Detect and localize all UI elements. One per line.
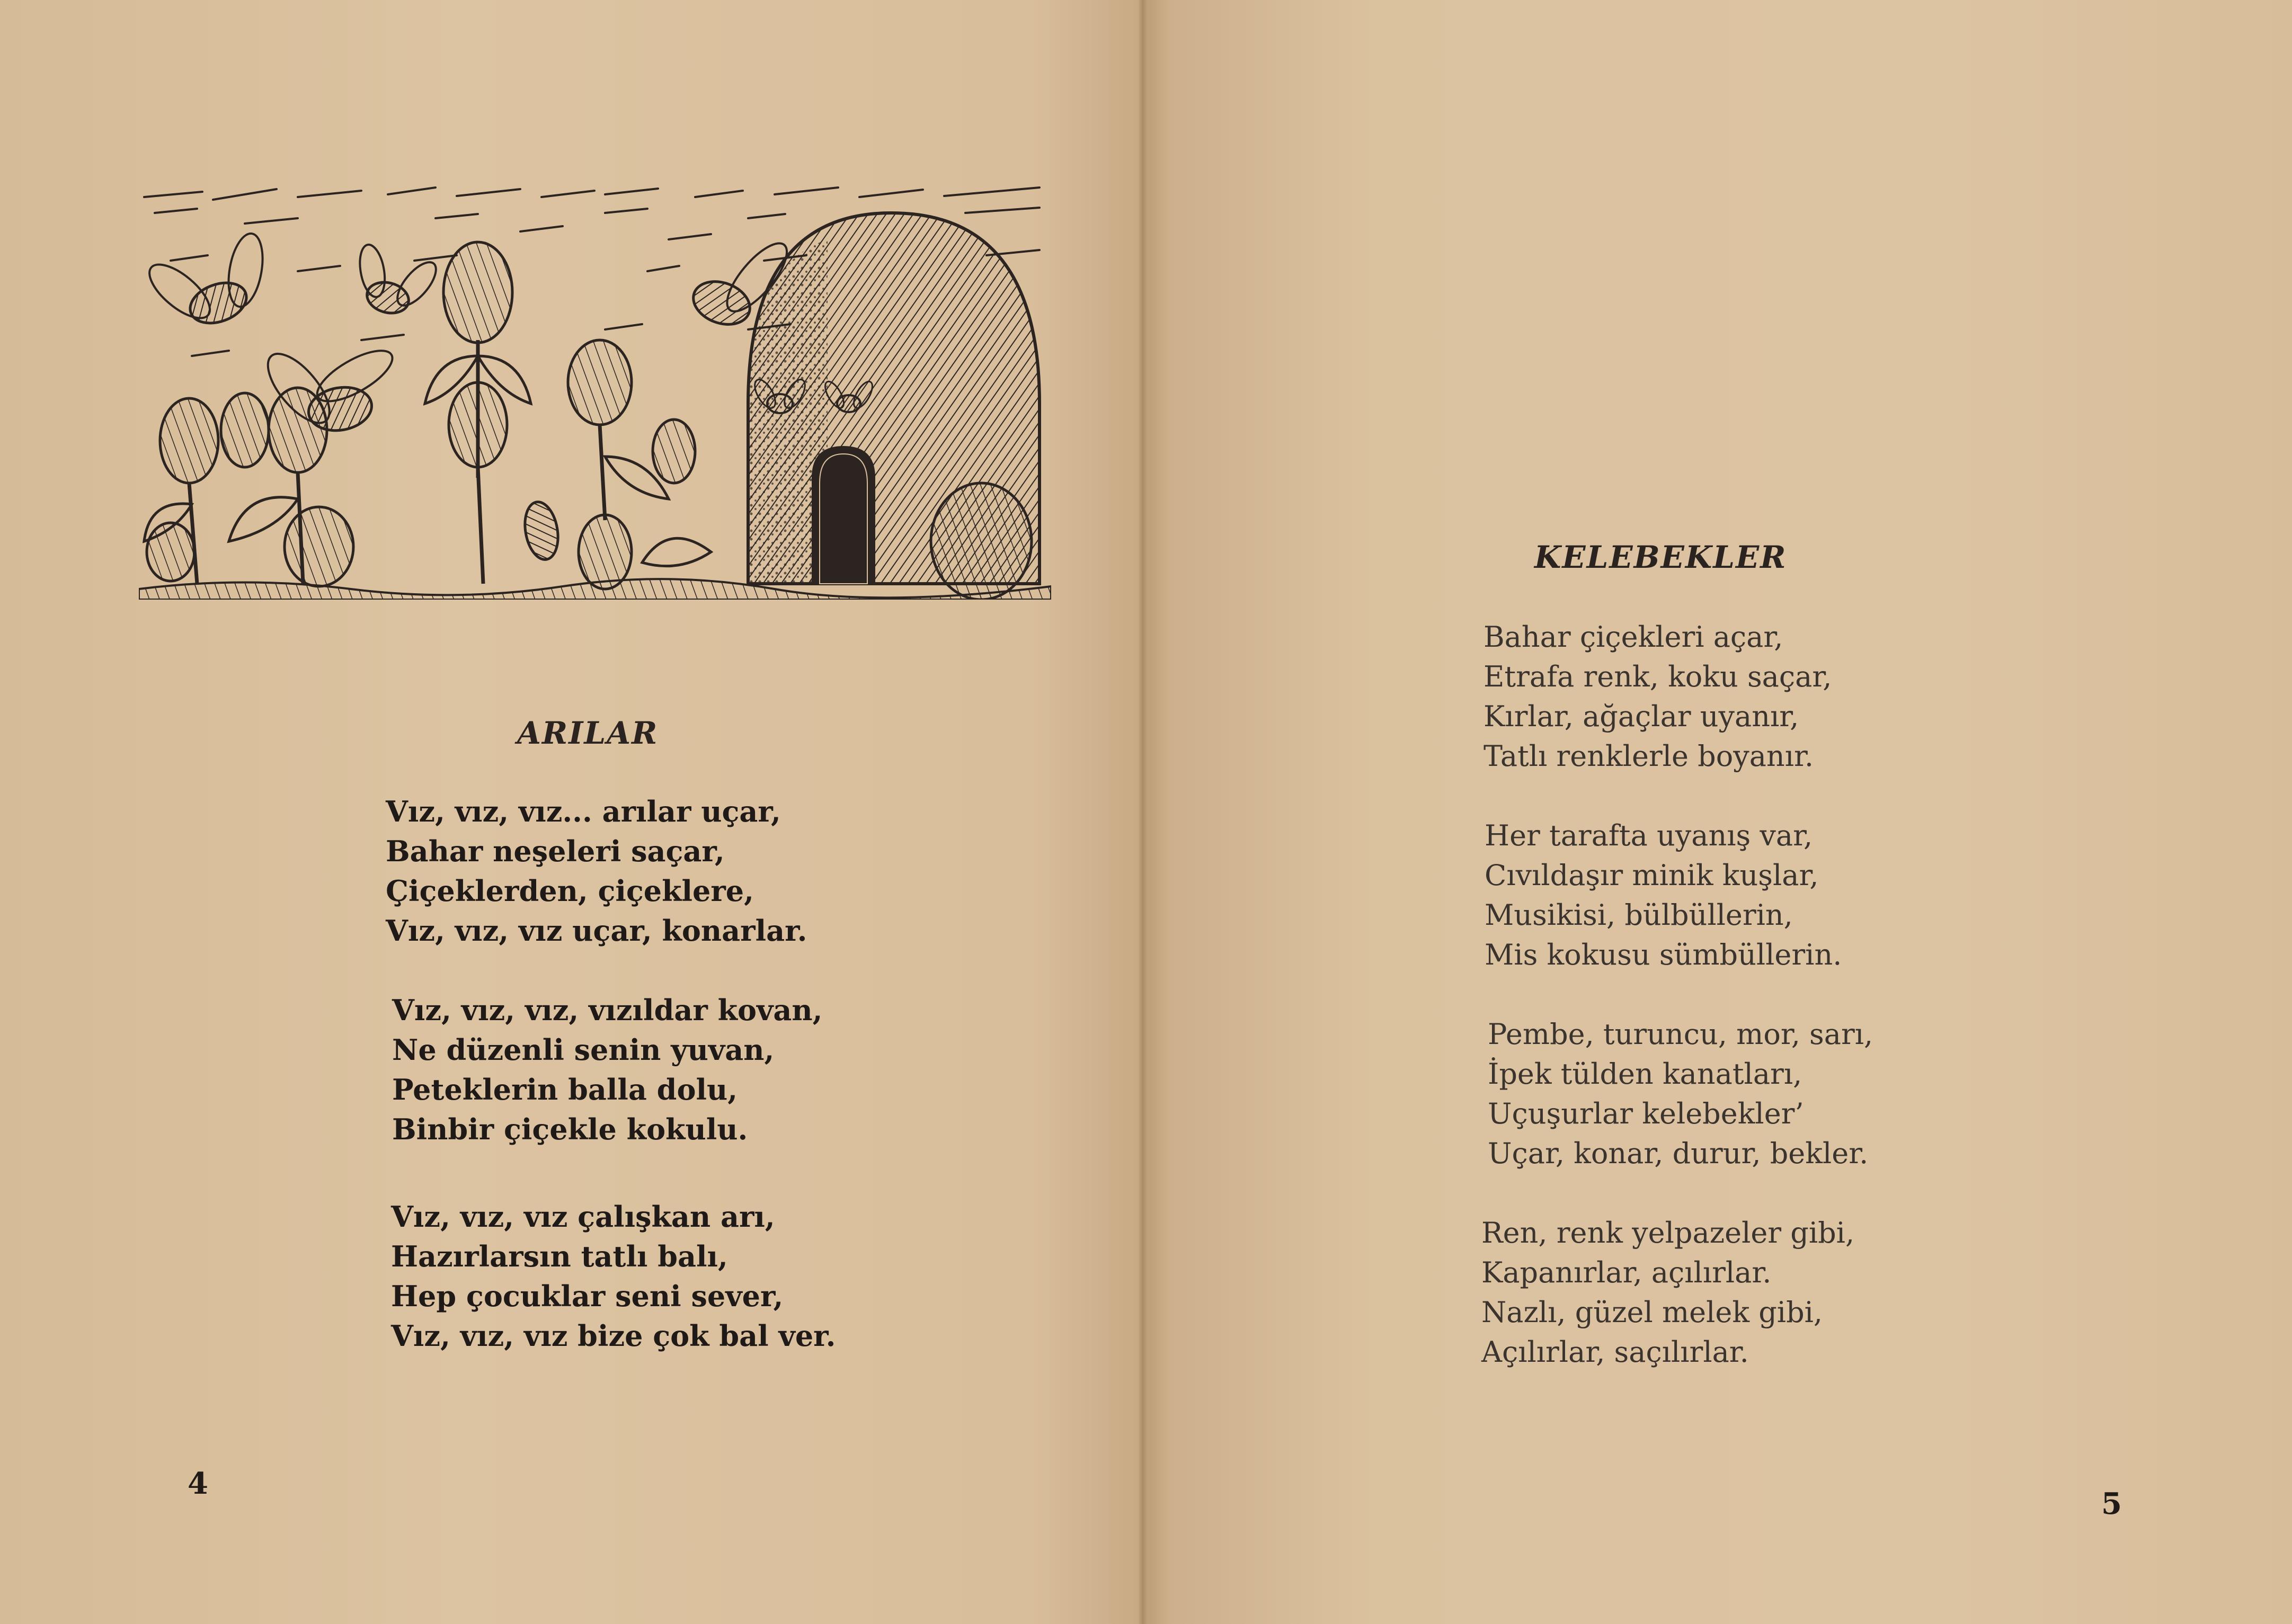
poem-line: Vız, vız, vız, vızıldar kovan, <box>392 993 823 1027</box>
poem-line: Vız, vız, vız uçar, konarlar. <box>386 914 807 948</box>
poem-line: Ne düzenli senin yuvan, <box>392 1033 775 1067</box>
poem-line: Binbir çiçekle kokulu. <box>392 1112 748 1146</box>
poem-line: Uçar, konar, durur, bekler. <box>1488 1137 1869 1170</box>
poem-line: Musikisi, bülbüllerin, <box>1485 898 1793 932</box>
poem-line: Ren, renk yelpazeler gibi, <box>1481 1216 1855 1250</box>
poem-line: Hazırlarsın tatlı balı, <box>391 1239 728 1273</box>
poem-line: Her tarafta uyanış var, <box>1485 819 1813 852</box>
poem-line: Kapanırlar, açılırlar. <box>1481 1256 1772 1289</box>
poem-line: Mis kokusu sümbüllerin. <box>1485 938 1842 971</box>
poem-line: Vız, vız, vız bize çok bal ver. <box>391 1319 836 1353</box>
poem-stanza-2 <box>1485 816 1842 975</box>
poem-line: Hep çocuklar seni sever, <box>391 1279 784 1313</box>
page-number-right: 5 <box>2101 1486 2122 1521</box>
poem-line: Etrafa renk, koku saçar, <box>1483 660 1832 693</box>
poem-stanza-3 <box>1488 1014 1873 1173</box>
poem-line: Tatlı renklerle boyanır. <box>1483 739 1814 773</box>
poem-line: Uçuşurlar kelebekler’ <box>1488 1097 1804 1130</box>
poem-line: Bahar neşeleri saçar, <box>386 834 725 868</box>
page-number-left: 4 <box>188 1466 208 1501</box>
poem-line: Vız, vız, vız... arılar uçar, <box>386 795 781 828</box>
poem-line: Vız, vız, vız çalışkan arı, <box>391 1200 775 1234</box>
poem-stanza-4 <box>1481 1213 1854 1372</box>
poem-line: Kırlar, ağaçlar uyanır, <box>1483 700 1799 733</box>
poem-stanza-1 <box>1483 617 1832 776</box>
poem-line: Cıvıldaşır minik kuşlar, <box>1485 859 1819 892</box>
poem-title-arilar: ARILAR <box>517 715 659 751</box>
poem-line: Peteklerin balla dolu, <box>392 1073 738 1107</box>
poem-line: İpek tülden kanatları, <box>1488 1057 1802 1091</box>
poem-line: Nazlı, güzel melek gibi, <box>1481 1296 1823 1329</box>
poem-line: Bahar çiçekleri açar, <box>1483 620 1783 654</box>
poem-line: Açılırlar, saçılırlar. <box>1481 1335 1749 1369</box>
poem-line: Çiçeklerden, çiçeklere, <box>386 874 754 908</box>
poem-line: Pembe, turuncu, mor, sarı, <box>1488 1018 1873 1051</box>
poem-title-kelebekler: KELEBEKLER <box>1534 539 1787 575</box>
